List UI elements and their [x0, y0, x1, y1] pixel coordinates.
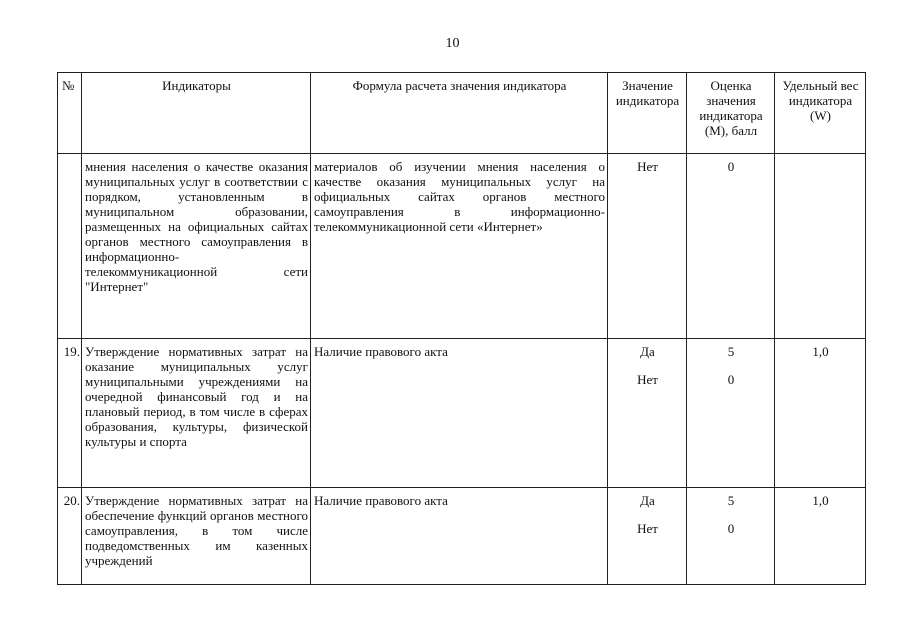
- indicator-cell: Утверждение нормативных затрат на оказание муниципальных услуг муниципальными учреждениями на очередной финансовый год и на плановый период, в том числе в сферах образования, культуры, физической культуры и спорта: [82, 339, 311, 488]
- score-option: 5: [727, 344, 735, 359]
- weight-cell: [775, 154, 866, 339]
- header-score: Оценка значения индикатора (M), балл: [687, 73, 775, 154]
- header-num: №: [58, 73, 82, 154]
- formula-cell: материалов об изучении мнения населения о качестве оказания муниципальных услуг на официальных сайтах органов местного самоуправления в информационно-телекоммуникационной сети «Интернет»: [311, 154, 608, 339]
- value-option: Да: [640, 493, 655, 508]
- header-weight: Удельный вес индикатора (W): [775, 73, 866, 154]
- row-number: 19.: [58, 339, 82, 488]
- score-cell: [687, 488, 775, 585]
- indicator-cell: Утверждение нормативных затрат на обеспечение функций органов местного самоуправления, в том числе подведомственных им казенных учреждений: [82, 488, 311, 585]
- score-option: 0: [727, 159, 735, 174]
- value-cell: [608, 339, 687, 488]
- value-cell: [608, 154, 687, 339]
- table-row: [58, 339, 866, 488]
- score-cell: [687, 154, 775, 339]
- indicators-table: [57, 72, 866, 585]
- score-option: 0: [727, 521, 735, 536]
- score-option: 0: [727, 372, 735, 387]
- value-cell: [608, 488, 687, 585]
- row-number: 20.: [58, 488, 82, 585]
- formula-cell: Наличие правового акта: [311, 339, 608, 488]
- indicator-cell: мнения населения о качестве оказания муниципальных услуг в соответствии с порядком, установленным в муниципальном образовании, размещенных на официальных сайтах органов местного самоуправления в информационно-телекоммуникационной сети "Интернет": [82, 154, 311, 339]
- score-option: 5: [727, 493, 735, 508]
- row-number: [58, 154, 82, 339]
- weight-cell: 1,0: [775, 339, 866, 488]
- value-option: Нет: [637, 372, 658, 387]
- value-option: Нет: [637, 521, 658, 536]
- weight-cell: 1,0: [775, 488, 866, 585]
- header-indicators: Индикаторы: [82, 73, 311, 154]
- value-option: Да: [640, 344, 655, 359]
- header-formula: Формула расчета значения индикатора: [311, 73, 608, 154]
- formula-cell: Наличие правового акта: [311, 488, 608, 585]
- header-value: Значение индикатора: [608, 73, 687, 154]
- value-option: Нет: [637, 159, 658, 174]
- page-number: 10: [445, 36, 460, 51]
- table-row: [58, 488, 866, 585]
- table-row: [58, 154, 866, 339]
- score-cell: [687, 339, 775, 488]
- table-header-row: [58, 73, 866, 154]
